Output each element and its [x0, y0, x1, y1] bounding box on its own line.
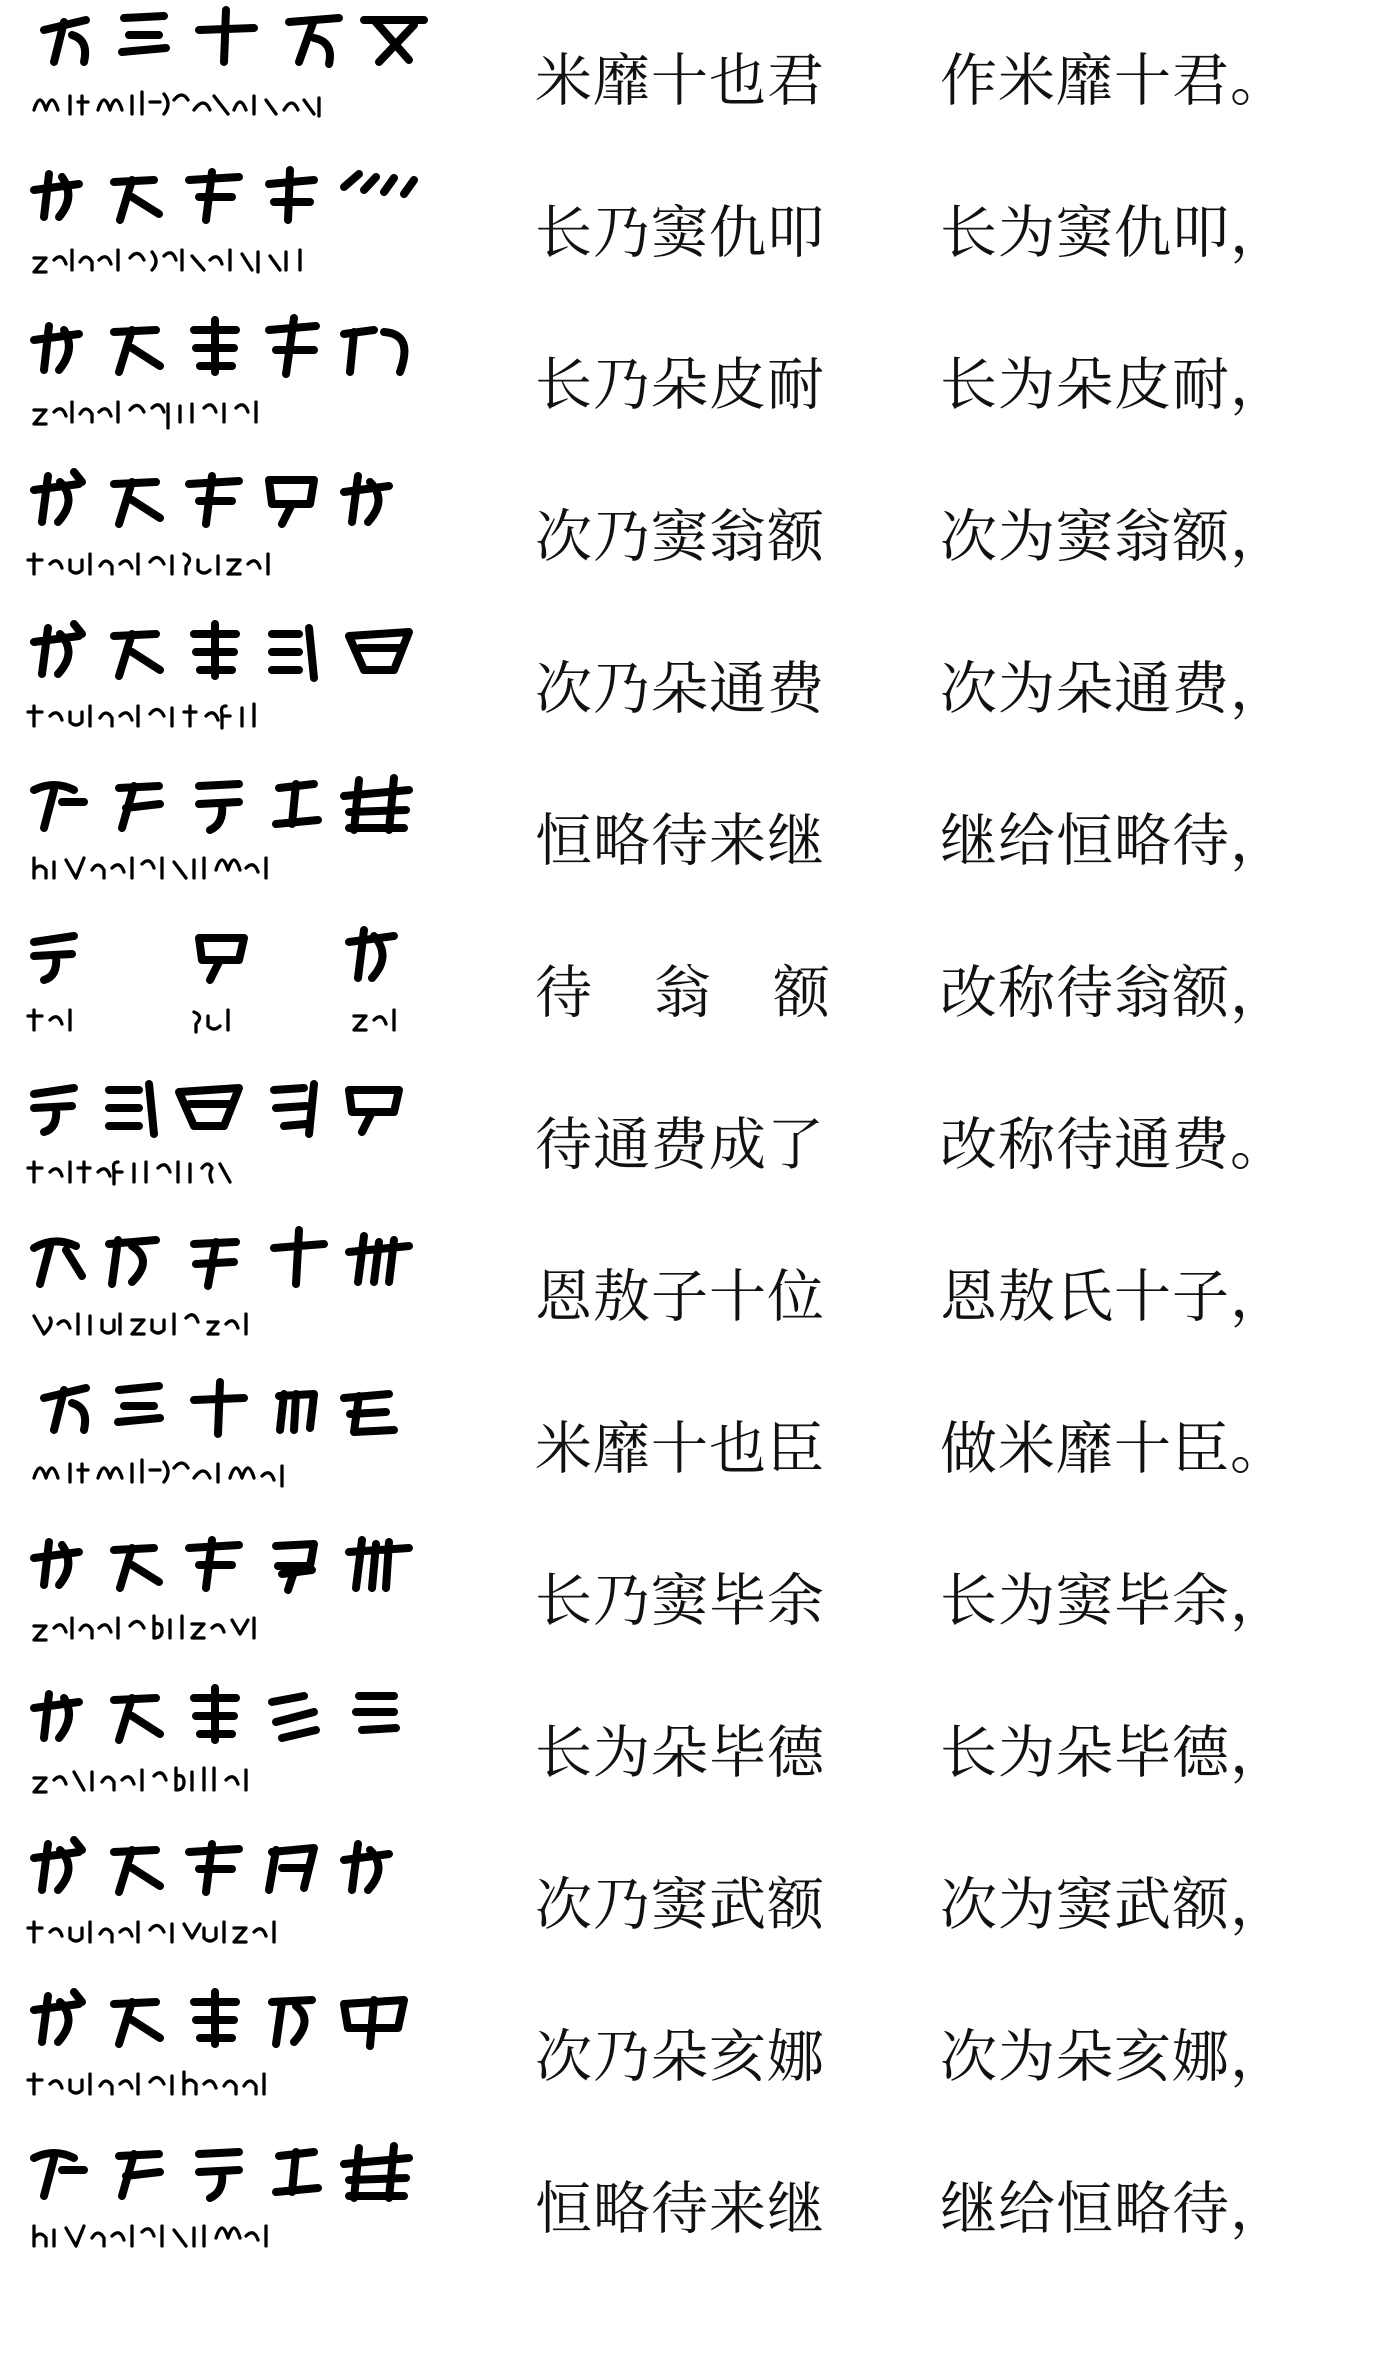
table-row — [0, 0, 1392, 152]
script-image-cell — [14, 1064, 444, 1216]
chinese-transliteration: 待通费成了 — [535, 1112, 825, 1178]
chinese-transliteration: 次乃朵亥娜 — [535, 2024, 825, 2090]
chinese-transliteration: 长乃朵皮耐 — [535, 352, 825, 418]
chinese-translation: 次为窦翁额， — [940, 504, 1288, 570]
script-image-cell — [14, 1216, 444, 1368]
table-row — [0, 608, 1392, 760]
script-image-cell — [14, 760, 444, 912]
handwritten-script-image — [14, 456, 444, 608]
handwritten-script-image — [14, 1824, 444, 1976]
handwritten-script-image — [14, 1672, 444, 1824]
table-row — [0, 1672, 1392, 1824]
chinese-translation: 次为朵亥娜， — [940, 2024, 1288, 2090]
handwritten-script-image — [14, 1976, 444, 2128]
handwritten-script-image — [14, 760, 444, 912]
chinese-translation: 长为朵皮耐， — [940, 352, 1288, 418]
chinese-translation: 恩敖氏十子， — [940, 1264, 1288, 1330]
script-image-cell — [14, 2128, 444, 2280]
table-row — [0, 2128, 1392, 2280]
chinese-transliteration: 恒略待来继 — [535, 808, 825, 874]
chinese-transliteration: 恒略待来继 — [535, 2176, 825, 2242]
script-image-cell — [14, 152, 444, 304]
table-row — [0, 152, 1392, 304]
table-row — [0, 1520, 1392, 1672]
chinese-translation: 继给恒略待， — [940, 2176, 1288, 2242]
handwritten-script-image — [14, 1520, 444, 1672]
chinese-transliteration: 长乃窦毕余 — [535, 1568, 825, 1634]
chinese-transliteration: 次乃朵通费 — [535, 656, 825, 722]
script-image-cell — [14, 1368, 444, 1520]
chinese-translation: 次为窦武额， — [940, 1872, 1288, 1938]
chinese-translation: 长为朵毕德， — [940, 1720, 1288, 1786]
handwritten-script-image — [14, 912, 444, 1064]
script-image-cell — [14, 0, 444, 152]
script-image-cell — [14, 1976, 444, 2128]
chinese-transliteration: 长乃窦仇叩 — [535, 200, 825, 266]
table-row — [0, 760, 1392, 912]
chinese-transliteration: 次乃窦武额 — [535, 1872, 825, 1938]
handwritten-script-image — [14, 1064, 444, 1216]
chinese-translation: 长为窦毕余， — [940, 1568, 1288, 1634]
chinese-translation: 长为窦仇叩， — [940, 200, 1288, 266]
chinese-transliteration: 待翁额 — [535, 960, 892, 1026]
script-image-cell — [14, 608, 444, 760]
table-row — [0, 1824, 1392, 1976]
table-row — [0, 304, 1392, 456]
chinese-translation: 作米靡十君。 — [940, 48, 1288, 114]
script-image-cell — [14, 304, 444, 456]
handwritten-script-image — [14, 2128, 444, 2280]
script-image-cell — [14, 1824, 444, 1976]
chinese-transliteration: 次乃窦翁额 — [535, 504, 825, 570]
chinese-translation: 改称待通费。 — [940, 1112, 1288, 1178]
chinese-transliteration: 米靡十也君 — [535, 48, 825, 114]
chinese-transliteration: 恩敖子十位 — [535, 1264, 825, 1330]
table-row — [0, 1064, 1392, 1216]
chinese-transliteration: 米靡十也臣 — [535, 1416, 825, 1482]
handwritten-script-image — [14, 608, 444, 760]
chinese-translation: 继给恒略待， — [940, 808, 1288, 874]
chinese-translation: 次为朵通费， — [940, 656, 1288, 722]
script-image-cell — [14, 1520, 444, 1672]
table-row — [0, 1216, 1392, 1368]
chinese-translation: 做米靡十臣。 — [940, 1416, 1288, 1482]
table-row — [0, 456, 1392, 608]
table-row — [0, 912, 1392, 1064]
handwritten-script-image — [14, 152, 444, 304]
script-image-cell — [14, 1672, 444, 1824]
handwritten-script-image — [14, 304, 444, 456]
script-image-cell — [14, 456, 444, 608]
handwritten-script-image — [14, 1368, 444, 1520]
chinese-translation: 改称待翁额， — [940, 960, 1288, 1026]
table-row — [0, 1976, 1392, 2128]
chinese-transliteration: 长为朵毕德 — [535, 1720, 825, 1786]
script-image-cell — [14, 912, 444, 1064]
handwritten-script-image — [14, 1216, 444, 1368]
table-row — [0, 1368, 1392, 1520]
handwritten-script-image — [14, 0, 444, 152]
